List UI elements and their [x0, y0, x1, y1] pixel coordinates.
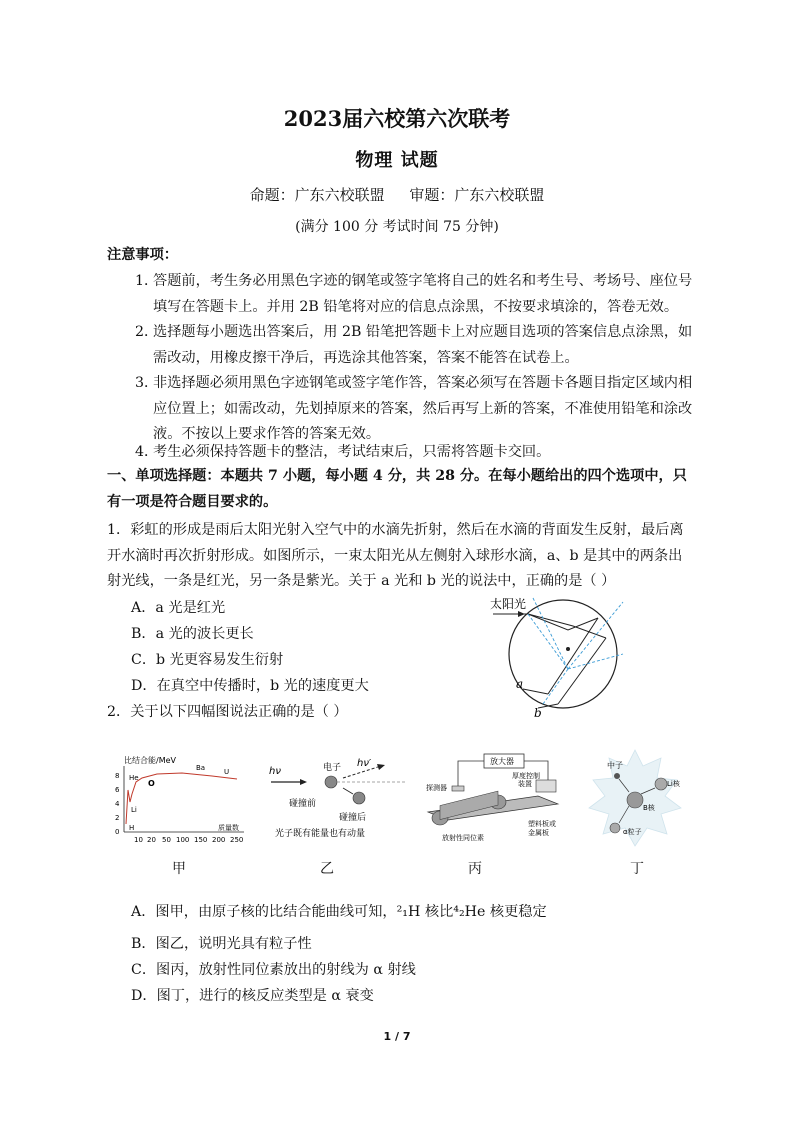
q1-option-b: B．a 光的波长更长 — [131, 626, 254, 642]
jia-nuclide-h: H — [129, 824, 135, 832]
jia-xtick: 50 — [162, 836, 171, 844]
note-num: 1． — [135, 273, 159, 289]
page-number: 1 / 7 — [383, 1030, 411, 1043]
q1-option-d: D．在真空中传播时，b 光的速度更大 — [131, 678, 369, 694]
jia-xtick: 100 — [176, 836, 190, 844]
question-2-stem: 2．关于以下四幅图说法正确的是（ ） — [107, 704, 348, 720]
yi-hv-prime: hν′ — [357, 758, 372, 769]
ding-li-nucleus — [655, 778, 667, 790]
figure-caption-bing: 丙 — [468, 861, 482, 877]
normal-line — [568, 602, 623, 669]
ding-alpha-ball — [610, 823, 620, 833]
figure-ding-reaction — [585, 748, 685, 848]
q2-option-a: A．图甲，由原子核的比结合能曲线可知，²₁H 核比⁴₂He 核更稳定 — [131, 904, 547, 920]
score-time: (满分 100 分 考试时间 75 分钟) — [295, 219, 499, 235]
jia-nuclide-ba: Ba — [196, 764, 206, 772]
bing-amplifier: 放大器 — [490, 757, 514, 766]
yi-note: 光子既有能量也有动量 — [275, 829, 366, 839]
exam-subtitle: 物理 试题 — [355, 150, 439, 171]
yi-recoil-line — [343, 788, 353, 794]
figure-caption-ding: 丁 — [630, 861, 644, 877]
jia-curve — [126, 773, 237, 824]
bing-control-box — [536, 780, 556, 792]
yi-before: 碰撞前 — [289, 799, 317, 809]
exam-title: 2023届六校第六次联考 — [283, 106, 511, 131]
note-text: 答题前，考生务必用黑色字迹的钢笔或签字笔将自己的姓名和考生号、考场号、座位号填写在答题卡上。并用 2B 铅笔将对应的信息点涂黑，不按要求填涂的，答卷无效。 — [153, 273, 693, 315]
jia-ylabel: 比结合能/MeV — [124, 756, 176, 765]
note-item — [135, 269, 695, 320]
jia-ytick: 8 — [115, 772, 120, 780]
ray-b-label: b — [534, 706, 542, 720]
figure-yi-compton — [265, 752, 415, 847]
jia-ytick: 0 — [115, 828, 120, 836]
note-text: 非选择题必须用黑色字迹钢笔或签字笔作答，答案必须写在答题卡各题目指定区域内相应位置上；如需改动，先划掉原来的答案，然后再写上新的答案，不准使用铅笔和涂改液。不按以上要求作答的答案无效。 — [153, 375, 693, 442]
note-item — [135, 440, 695, 466]
figure-caption-jia: 甲 — [172, 861, 186, 877]
arrow-icon — [300, 779, 307, 785]
arrow-icon — [377, 764, 385, 770]
jia-xtick: 200 — [212, 836, 226, 844]
ding-li: Li核 — [667, 780, 680, 788]
notes-heading: 注意事项： — [107, 247, 178, 263]
note-num: 3． — [135, 375, 159, 391]
figure-bing-thickness-gauge — [418, 752, 568, 847]
jia-xtick: 20 — [147, 836, 156, 844]
normal-line — [543, 669, 568, 704]
jia-ytick: 4 — [115, 800, 120, 808]
jia-nuclide-u: U — [224, 768, 230, 776]
note-text: 选择题每小题选出答案后，用 2B 铅笔把答题卡上对应题目选项的答案信息点涂黑，如需改动，用橡皮擦干净后，再选涂其他答案，答案不能答在试卷上。 — [153, 324, 693, 366]
setter-label: 命题：广东六校联盟 — [249, 186, 385, 204]
ding-neutron: 中子 — [607, 761, 623, 770]
ding-b-nucleus — [627, 792, 643, 808]
jia-ytick: 6 — [115, 786, 120, 794]
figure-caption-yi: 乙 — [320, 861, 334, 877]
bing-isotope: 放射性同位素 — [442, 834, 484, 842]
note-text: 考生必须保持答题卡的整洁，考试结束后，只需将答题卡交回。 — [153, 444, 551, 460]
raindrop-circle — [509, 600, 617, 708]
jia-nuclide-o: O — [148, 779, 155, 788]
yi-recoil-electron — [353, 792, 365, 804]
q1-option-a: A．a 光是红光 — [131, 600, 226, 616]
note-item — [135, 371, 695, 448]
ding-b: B核 — [643, 804, 655, 812]
section-heading: 一、单项选择题：本题共 7 小题，每小题 4 分，共 28 分。在每小题给出的四个选项中，只有一项是符合题目要求的。 — [107, 468, 687, 510]
yi-after: 碰撞后 — [339, 813, 367, 823]
bing-wire — [458, 761, 484, 786]
bing-detector-box — [452, 786, 464, 791]
bing-plate-label-2: 金属板 — [528, 829, 549, 837]
sunlight-label: 太阳光 — [490, 597, 527, 611]
bing-device: 装置 — [518, 780, 532, 788]
question-1-stem: 1．彩虹的形成是雨后太阳光射入空气中的水滴先折射，然后在水滴的背面发生反射，最后离开水滴时再次折射形成。如图所示，一束太阳光从左侧射入球形水滴，a、b 是其中的两条出射光线，一条是红光，另一条是紫光。关于 a 光和 b 光的说法中，正确的是（ ） — [107, 522, 684, 589]
note-num: 2． — [135, 324, 159, 340]
yi-hv: hν — [269, 766, 281, 777]
q1-option-c: C．b 光更容易发生衍射 — [131, 652, 284, 668]
figure-jia-binding-energy — [112, 752, 252, 847]
yi-electron-ball — [325, 776, 337, 788]
ray-a-label: a — [516, 677, 524, 691]
jia-xtick: 250 — [230, 836, 244, 844]
normal-line — [568, 654, 623, 669]
jia-ytick: 2 — [115, 814, 120, 822]
jia-nuclide-li: Li — [131, 806, 137, 814]
bing-thickness: 厚度控制 — [512, 772, 540, 780]
yi-electron: 电子 — [323, 763, 342, 773]
refract-ray-2 — [528, 614, 606, 638]
normal-line — [533, 598, 568, 669]
ding-alpha: α粒子 — [623, 828, 642, 836]
note-num: 4． — [135, 444, 159, 460]
bing-detector: 探测器 — [426, 784, 447, 792]
reviewer-label: 审题：广东六校联盟 — [409, 186, 545, 204]
q2-option-d: D．图丁，进行的核反应类型是 α 衰变 — [131, 988, 374, 1004]
ding-neutron-ball — [614, 773, 620, 779]
exam-makers — [0, 184, 794, 205]
bing-plate-label: 塑料板或 — [528, 820, 556, 828]
jia-xtick: 10 — [134, 836, 143, 844]
q2-option-b: B．图乙，说明光具有粒子性 — [131, 936, 312, 952]
jia-xtick: 150 — [194, 836, 208, 844]
drop-center — [566, 647, 570, 651]
raindrop-figure — [488, 594, 628, 720]
jia-xlabel: 质量数 — [218, 824, 239, 832]
q2-option-c: C．图丙，放射性同位素放出的射线为 α 射线 — [131, 962, 416, 978]
note-item — [135, 320, 695, 371]
jia-nuclide-he: He — [129, 774, 139, 782]
